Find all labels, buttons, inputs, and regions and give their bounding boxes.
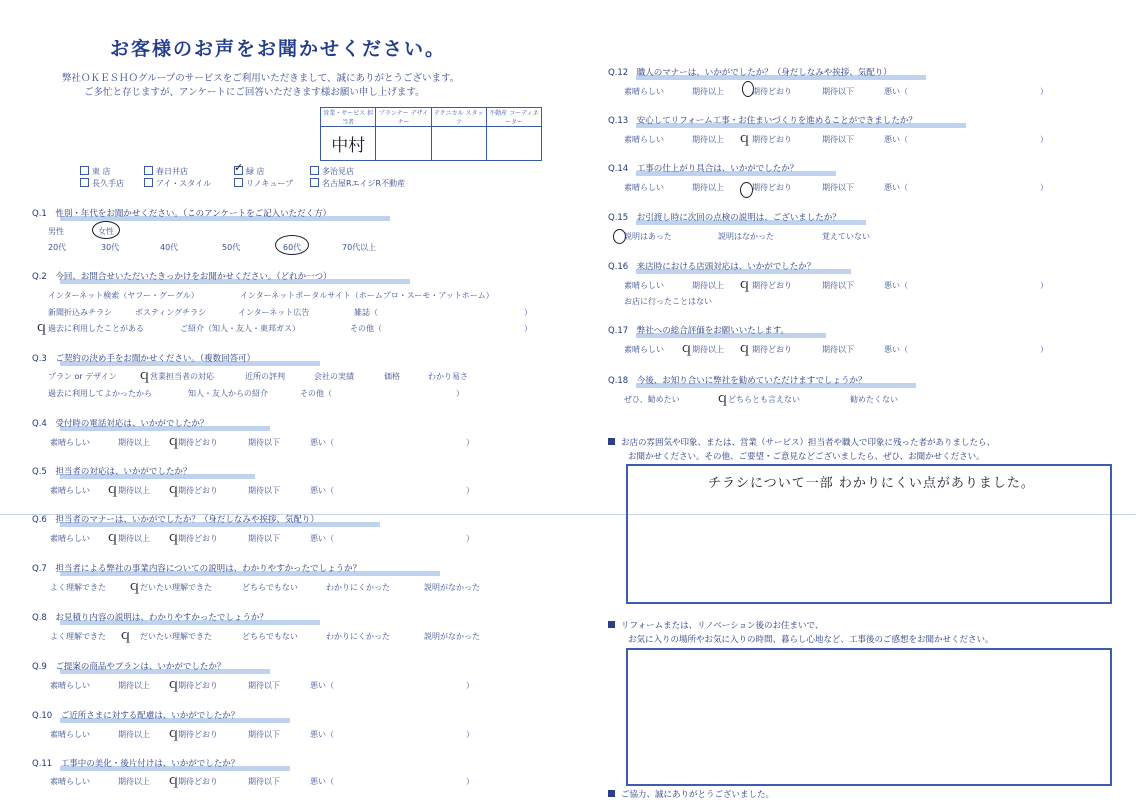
shop-nagoya-realestate[interactable]: 名古屋RエイジR不動産: [310, 178, 405, 189]
checkbox[interactable]: [144, 178, 153, 187]
q7-understood-well[interactable]: よく理解できた: [50, 583, 106, 592]
q4-bad[interactable]: 悪い（: [310, 438, 334, 447]
q3-clarity[interactable]: わかり易さ: [428, 372, 468, 381]
q11-above[interactable]: 期待以上: [118, 777, 150, 786]
q16-below[interactable]: 期待以下: [822, 281, 854, 290]
q1-age-30[interactable]: 30代: [101, 243, 120, 252]
answer-check: ｑ: [738, 131, 752, 146]
q5-question: Q.5 担当者の対応は、いかがでしたか？: [32, 465, 191, 477]
q6-question: Q.6 担当者のマナーは、いかがでしたか？（身だしなみや挨拶、気配り）: [32, 513, 319, 525]
answer-circle: [275, 235, 309, 255]
q5-bad-close: ）: [466, 486, 474, 495]
staff-table: [320, 107, 542, 161]
q16-question: Q.16 来店時における店頭対応は、いかがでしたか？: [608, 260, 815, 272]
q4-below[interactable]: 期待以下: [248, 438, 280, 447]
q15-not-explained[interactable]: 説明はなかった: [718, 232, 774, 241]
staff-sales-name: 中村: [331, 136, 366, 156]
q18-recommend[interactable]: ぜひ、勧めたい: [624, 395, 680, 404]
q14-below[interactable]: 期待以下: [822, 183, 854, 192]
answer-check: ｑ: [738, 341, 752, 356]
q16-bad[interactable]: 悪い（: [884, 281, 908, 290]
q4-bad-close: ）: [466, 438, 474, 447]
q9-bad[interactable]: 悪い（: [310, 681, 334, 690]
section-bullet-icon: [608, 438, 615, 445]
intro-line-2: ご多忙と存じますが、アンケートにご回答いただきます様お願い申し上げます。: [84, 87, 425, 98]
q12-bad-close: ）: [1040, 87, 1048, 96]
q3-friend-referral[interactable]: 知人・友人からの紹介: [188, 389, 268, 398]
comment1-prompt-line2: お聞かせください。その他、ご要望・ご意見などございましたら、ぜひ、お聞かせください。: [628, 452, 985, 462]
comment2-prompt-line2: お気に入りの場所やお気に入りの時間、暮らし心地など、工事後のご感想をお聞かせください。: [628, 635, 994, 645]
q12-excellent[interactable]: 素晴らしい: [624, 87, 664, 96]
q18-not-recommend[interactable]: 勧めたくない: [850, 395, 898, 404]
answer-check: ｑ: [35, 320, 49, 335]
shop-istyle[interactable]: アイ・スタイル: [144, 178, 211, 189]
q15-explained[interactable]: 説明はあった: [624, 232, 672, 241]
q1-age-40[interactable]: 40代: [160, 243, 179, 252]
q7-no-explanation[interactable]: 説明がなかった: [424, 583, 480, 592]
staff-planner-cell[interactable]: [376, 127, 431, 161]
q8-mostly-understood[interactable]: だいたい理解できた: [140, 632, 212, 641]
staff-header-realestate: 不動産 コーディネーター: [486, 108, 541, 127]
q12-as-expected[interactable]: 期待どおり: [752, 87, 792, 96]
comment2-textarea[interactable]: [626, 648, 1112, 786]
q6-excellent[interactable]: 素晴らしい: [50, 534, 90, 543]
q16-never-visited[interactable]: お店に行ったことはない: [624, 297, 712, 306]
answer-check: ｑ: [738, 277, 752, 292]
checkbox-checked[interactable]: [234, 166, 243, 175]
q2-magazine[interactable]: 雑誌（: [354, 308, 378, 317]
q3-past-good[interactable]: 過去に利用してよかったから: [48, 389, 152, 398]
staff-header-technical: テクニカル スタッフ: [431, 108, 486, 127]
shop-higashi[interactable]: 東 店: [80, 166, 111, 177]
q4-question: Q.4 受付時の電話対応は、いかがでしたか？: [32, 417, 208, 429]
q8-hard[interactable]: わかりにくかった: [326, 632, 390, 641]
q1-male[interactable]: 男性: [48, 227, 64, 236]
q11-question: Q.11 工事中の美化・後片付けは、いかがでしたか？: [32, 757, 239, 769]
q14-excellent[interactable]: 素晴らしい: [624, 183, 664, 192]
q3-price[interactable]: 価格: [384, 372, 400, 381]
answer-check: ｑ: [167, 530, 181, 545]
q15-dont-remember[interactable]: 覚えていない: [822, 232, 870, 241]
q12-above[interactable]: 期待以上: [692, 87, 724, 96]
answer-check: ｑ: [106, 530, 120, 545]
answer-circle: [92, 221, 120, 239]
staff-header-planner: プランナー デザイナー: [376, 108, 431, 127]
q1-age-50[interactable]: 50代: [222, 243, 241, 252]
shop-midori[interactable]: ✓ 緑 店: [234, 166, 265, 177]
q13-bad[interactable]: 悪い（: [884, 135, 908, 144]
q17-bad-close: ）: [1040, 345, 1048, 354]
comment2-prompt-line1: リフォームまたは、リノベーション後のお住まいで、: [608, 619, 823, 631]
q10-excellent[interactable]: 素晴らしい: [50, 730, 90, 739]
q2-portal-site[interactable]: インターネットポータルサイト（ホームプロ・スーモ・アットホーム）: [240, 291, 494, 300]
q11-excellent[interactable]: 素晴らしい: [50, 777, 90, 786]
comment1-answer: チラシについて一部 わかりにくい点がありました。: [708, 476, 1035, 491]
q13-above[interactable]: 期待以上: [692, 135, 724, 144]
q1-question: Q.1 性別・年代をお聞かせください。（このアンケートをご記入いただく方）: [32, 207, 331, 219]
answer-check: ｑ: [680, 341, 694, 356]
q10-above[interactable]: 期待以上: [118, 730, 150, 739]
q9-bad-close: ）: [466, 681, 474, 690]
q9-as-expected[interactable]: 期待どおり: [178, 681, 218, 690]
q2-internet-search[interactable]: インターネット検索（ヤフー・グーグル）: [48, 291, 199, 300]
q7-hard[interactable]: わかりにくかった: [326, 583, 390, 592]
q6-below[interactable]: 期待以下: [248, 534, 280, 543]
q5-excellent[interactable]: 素晴らしい: [50, 486, 90, 495]
answer-check: ｑ: [167, 434, 181, 449]
q17-below[interactable]: 期待以下: [822, 345, 854, 354]
q1-age-70plus[interactable]: 70代以上: [342, 243, 377, 252]
q14-bad[interactable]: 悪い（: [884, 183, 908, 192]
answer-check: ｑ: [167, 482, 181, 497]
staff-technical-cell[interactable]: [431, 127, 486, 161]
answer-check: ｑ: [138, 368, 152, 383]
q8-question: Q.8 お見積り内容の説明は、わかりやすかったでしょうか？: [32, 611, 268, 623]
q6-above[interactable]: 期待以上: [118, 534, 150, 543]
q11-as-expected[interactable]: 期待どおり: [178, 777, 218, 786]
q1-female[interactable]: 女性: [98, 227, 114, 236]
q5-as-expected[interactable]: 期待どおり: [178, 486, 218, 495]
q17-as-expected[interactable]: 期待どおり: [752, 345, 792, 354]
q14-as-expected[interactable]: 期待どおり: [752, 183, 792, 192]
q8-no-explanation[interactable]: 説明がなかった: [424, 632, 480, 641]
q17-above[interactable]: 期待以上: [692, 345, 724, 354]
q13-excellent[interactable]: 素晴らしい: [624, 135, 664, 144]
comment1-textarea[interactable]: [626, 464, 1112, 604]
q2-referral[interactable]: ご紹介（知人・友人・東邦ガス）: [180, 324, 300, 333]
q10-bad-close: ）: [466, 730, 474, 739]
checkbox[interactable]: [80, 166, 89, 175]
q10-bad[interactable]: 悪い（: [310, 730, 334, 739]
q2-other-close: ）: [524, 324, 532, 333]
staff-sales-cell[interactable]: [321, 127, 376, 161]
q13-below[interactable]: 期待以下: [822, 135, 854, 144]
q11-bad[interactable]: 悪い（: [310, 777, 334, 786]
answer-check: ｑ: [167, 773, 181, 788]
shop-kasugai[interactable]: 春日井店: [144, 166, 188, 177]
q3-reputation[interactable]: 近所の評判: [245, 372, 285, 381]
q14-above[interactable]: 期待以上: [692, 183, 724, 192]
section-bullet-icon: [608, 790, 615, 797]
q16-bad-close: ）: [1040, 281, 1048, 290]
q2-posting-flyer[interactable]: ポスティングチラシ: [135, 308, 207, 317]
comment1-prompt-line1: お店の雰囲気や印象、または、営業（サービス）担当者や職人で印象に残った者がありましたら、: [608, 436, 995, 448]
q10-as-expected[interactable]: 期待どおり: [178, 730, 218, 739]
q4-above[interactable]: 期待以上: [118, 438, 150, 447]
answer-check: ｑ: [716, 391, 730, 406]
q8-understood-well[interactable]: よく理解できた: [50, 632, 106, 641]
q3-plan-design[interactable]: プラン or デザイン: [48, 372, 117, 381]
q7-mostly-understood[interactable]: だいたい理解できた: [140, 583, 212, 592]
q9-below[interactable]: 期待以下: [248, 681, 280, 690]
shop-tajimi[interactable]: 多治見店: [310, 166, 354, 177]
footer-thanks: ご協力、誠にありがとうございました。: [608, 788, 774, 800]
q1-age-60[interactable]: 60代: [283, 243, 302, 252]
survey-title: お客様のお声をお聞かせください。: [110, 38, 447, 60]
q3-other-close: ）: [456, 389, 464, 398]
q8-neutral[interactable]: どちらでもない: [242, 632, 298, 641]
q3-other[interactable]: その他（: [300, 389, 332, 398]
q11-bad-close: ）: [466, 777, 474, 786]
q6-as-expected[interactable]: 期待どおり: [178, 534, 218, 543]
q5-bad[interactable]: 悪い（: [310, 486, 334, 495]
answer-check: ｑ: [128, 579, 142, 594]
intro-line-1: 弊社ＯＫＥＳＨＯグループのサービスをご利用いただきまして、誠にありがとうございます。: [62, 73, 460, 84]
q18-neutral[interactable]: どちらとも言えない: [728, 395, 800, 404]
shop-renocube[interactable]: リノキューブ: [234, 178, 293, 189]
q3-sales-staff[interactable]: 営業担当者の対応: [150, 372, 214, 381]
q15-question: Q.15 お引渡し時に次回の点検の説明は、ございましたか？: [608, 211, 841, 223]
q4-excellent[interactable]: 素晴らしい: [50, 438, 90, 447]
q17-bad[interactable]: 悪い（: [884, 345, 908, 354]
answer-check: ｑ: [167, 726, 181, 741]
q9-above[interactable]: 期待以上: [118, 681, 150, 690]
q14-bad-close: ）: [1040, 183, 1048, 192]
q6-bad-close: ）: [466, 534, 474, 543]
checkbox[interactable]: [310, 166, 319, 175]
q16-above[interactable]: 期待以上: [692, 281, 724, 290]
q7-neutral[interactable]: どちらでもない: [242, 583, 298, 592]
q1-age-20[interactable]: 20代: [48, 243, 67, 252]
q3-track-record[interactable]: 会社の実績: [314, 372, 354, 381]
q2-magazine-close: ）: [524, 308, 532, 317]
staff-realestate-cell[interactable]: [486, 127, 541, 161]
q16-as-expected[interactable]: 期待どおり: [752, 281, 792, 290]
checkbox[interactable]: [234, 178, 243, 187]
q13-bad-close: ）: [1040, 135, 1048, 144]
q2-past-user[interactable]: 過去に利用したことがある: [48, 324, 144, 333]
answer-check: ｑ: [119, 628, 133, 643]
q4-as-expected[interactable]: 期待どおり: [178, 438, 218, 447]
q12-bad[interactable]: 悪い（: [884, 87, 908, 96]
q7-question: Q.7 担当者による弊社の事業内容についての説明は、わかりやすかったでしょうか？: [32, 562, 361, 574]
checkbox[interactable]: [80, 178, 89, 187]
q18-question: Q.18 今後、お知り合いに弊社を勧めていただけますでしょうか？: [608, 374, 867, 386]
q10-question: Q.10 ご近所さまに対する配慮は、いかがでしたか？: [32, 709, 239, 721]
q2-internet-ad[interactable]: インターネット広告: [238, 308, 310, 317]
q12-question: Q.12 職人のマナーは、いかがでしたか？（身だしなみや挨拶、気配り）: [608, 66, 892, 78]
checkbox[interactable]: [310, 178, 319, 187]
q17-question: Q.17 弊社への総合評価をお願いいたします。: [608, 324, 789, 336]
q3-question: Q.3 ご契約の決め手をお聞かせください。（複数回答可）: [32, 352, 255, 364]
q17-excellent[interactable]: 素晴らしい: [624, 345, 664, 354]
q5-below[interactable]: 期待以下: [248, 486, 280, 495]
answer-check: ｑ: [167, 677, 181, 692]
checkbox[interactable]: [144, 166, 153, 175]
q6-bad[interactable]: 悪い（: [310, 534, 334, 543]
q5-above[interactable]: 期待以上: [118, 486, 150, 495]
staff-header-sales: 営業・サービス 担当者: [321, 108, 376, 127]
section-bullet-icon: [608, 621, 615, 628]
answer-check: ｑ: [106, 482, 120, 497]
q11-below[interactable]: 期待以下: [248, 777, 280, 786]
q9-excellent[interactable]: 素晴らしい: [50, 681, 90, 690]
q13-as-expected[interactable]: 期待どおり: [752, 135, 792, 144]
q2-other[interactable]: その他（: [350, 324, 382, 333]
q12-below[interactable]: 期待以下: [822, 87, 854, 96]
q16-excellent[interactable]: 素晴らしい: [624, 281, 664, 290]
q14-question: Q.14 工事の仕上がり具合は、いかがでしたか？: [608, 162, 798, 174]
q10-below[interactable]: 期待以下: [248, 730, 280, 739]
q9-question: Q.9 ご提案の商品やプランは、いかがでしたか？: [32, 660, 225, 672]
q13-question: Q.13 安心してリフォーム工事・お住まいづくりを進めることができましたか？: [608, 114, 917, 126]
shop-nagakute[interactable]: 長久手店: [80, 178, 124, 189]
q2-question: Q.2 今回、お問合せいただいたきっかけをお聞かせください。（どれか一つ）: [32, 270, 332, 282]
q2-newspaper-flyer[interactable]: 新聞折込みチラシ: [48, 308, 112, 317]
